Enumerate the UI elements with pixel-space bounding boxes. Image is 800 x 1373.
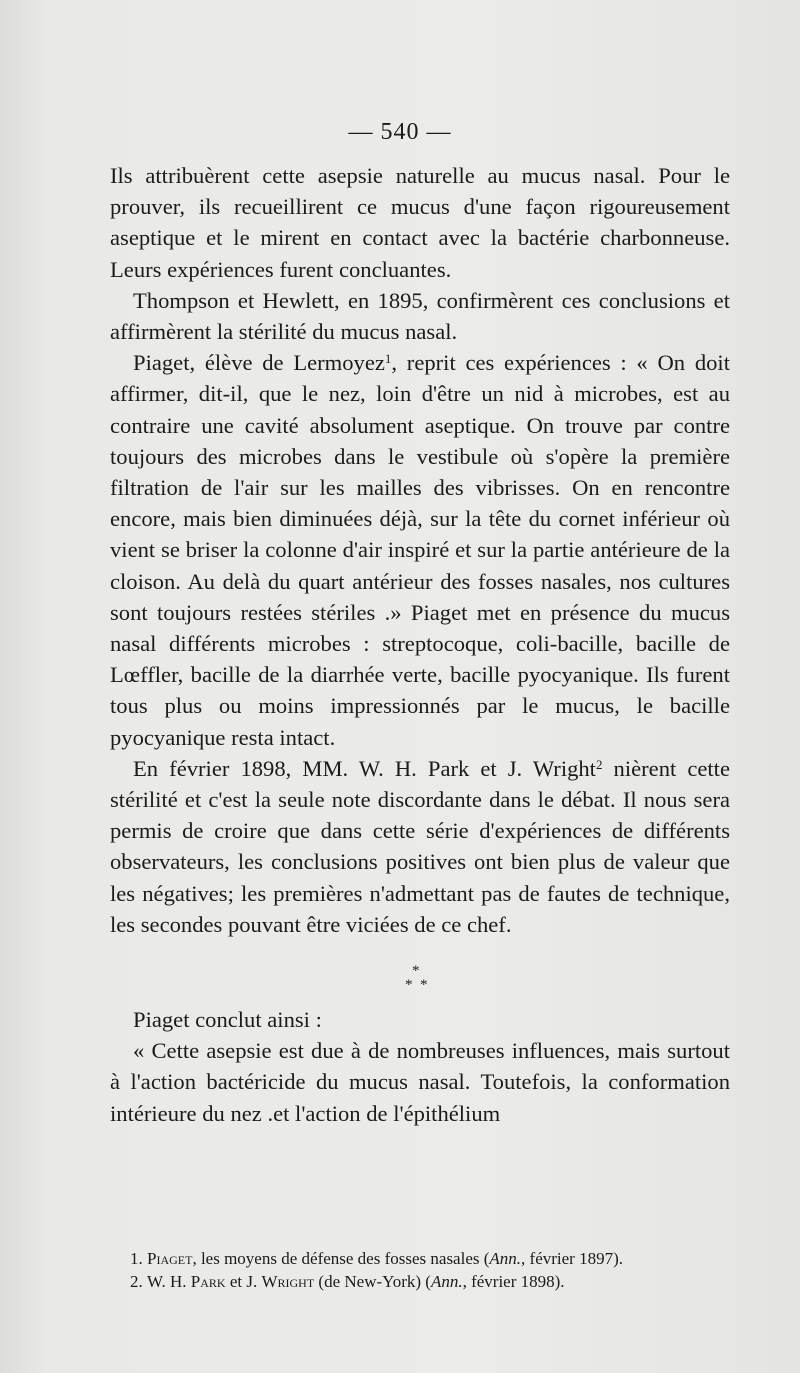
paragraph-3 — [110, 347, 730, 753]
asterism-star-right: * — [420, 977, 428, 994]
paragraph-4-start: En février 1898, MM. W. H. Park et J. Wright — [133, 755, 596, 781]
asterism-separator — [110, 954, 730, 1000]
paragraph-6: « Cette asepsie est due à de nombreuses influences, mais surtout à l'action bactéricide du mucus nasal. Toutefois, la conformation intérieure du nez .et l'action de l'épithélium — [110, 1038, 730, 1126]
paragraph-3-start: Piaget, élève de Lermoyez — [133, 350, 385, 376]
page-number: — 540 — — [348, 119, 452, 145]
footnote-2-author2: Wright — [261, 1272, 315, 1291]
footnotes — [130, 1247, 730, 1293]
footnote-1-number: 1. — [130, 1249, 143, 1268]
body-text — [110, 160, 730, 1129]
paragraph-3-rest: , reprit ces expériences : « On doit affirmer, dit-il, que le nez, loin d'être un nid à microbes, est au contraire une cavité absolument aseptique. On trouve par contre toujours des microbes dans le vestibule où s'opère la première filtration de l'air sur les mailles des vibrisses. On en rencontre encore, mais bien diminuées déjà, sur la tête du cornet inférieur où vient se briser la colonne d'air inspiré et sur la partie antérieure de la cloison. Au delà du quart antérieur des fosses nasales, nos cultures sont toujours restées stériles .» Piaget met en présence du mucus nasal différents microbes : streptocoque, coli-bacille, bacille de Lœffler, bacille de la diarrhée verte, bacille pyocyanique. Ils furent tous plus ou moins impressionnés par le mucus, le bacille pyocyanique resta intact. — [110, 350, 730, 750]
footnote-ref-2: 2 — [595, 756, 603, 772]
footnote-2-number: 2. — [130, 1272, 143, 1291]
footnote-1-date: , février 1897). — [521, 1249, 624, 1268]
footnote-2-text: (de New-York) ( — [314, 1272, 431, 1291]
footnote-2-author: W. H. Park — [147, 1272, 226, 1291]
paragraph-4 — [110, 753, 730, 940]
footnote-1-journal: Ann. — [489, 1249, 522, 1268]
asterism-star-top: * — [412, 963, 420, 980]
footnote-2-date: , février 1898). — [462, 1272, 565, 1291]
paragraph-5: Piaget conclut ainsi : — [133, 1007, 322, 1033]
asterism-star-left: * — [405, 977, 413, 994]
paragraph-4-rest: nièrent cette stérilité et c'est la seule note discordante dans le débat. Il nous sera permis de croire que dans cette série d'expériences de différents observateurs, les conclusions positives ont bien plus de valeur que les négatives; les premières n'admettant pas de fautes de technique, les secondes pouvant être viciées de ce chef. — [110, 755, 730, 937]
footnote-2-conjunction: et J. — [225, 1272, 262, 1291]
paragraph-2: Thompson et Hewlett, en 1895, confirmèrent ces conclusions et affirmèrent la stérilité du mucus nasal. — [110, 287, 730, 345]
footnote-2-journal: Ann. — [430, 1272, 463, 1291]
footnote-ref-1: 1 — [384, 351, 392, 367]
footnote-1-author: Piaget — [147, 1249, 193, 1268]
footnote-2 — [130, 1270, 730, 1293]
footnote-1 — [130, 1247, 730, 1270]
footnote-1-text: , les moyens de défense des fosses nasales ( — [192, 1249, 490, 1268]
paragraph-1: Ils attribuèrent cette asepsie naturelle au mucus nasal. Pour le prouver, ils recueillirent ce mucus d'une façon rigoureusement aseptique et le mirent en contact avec la bactérie charbonneuse. Leurs expériences furent concluantes. — [110, 163, 730, 282]
